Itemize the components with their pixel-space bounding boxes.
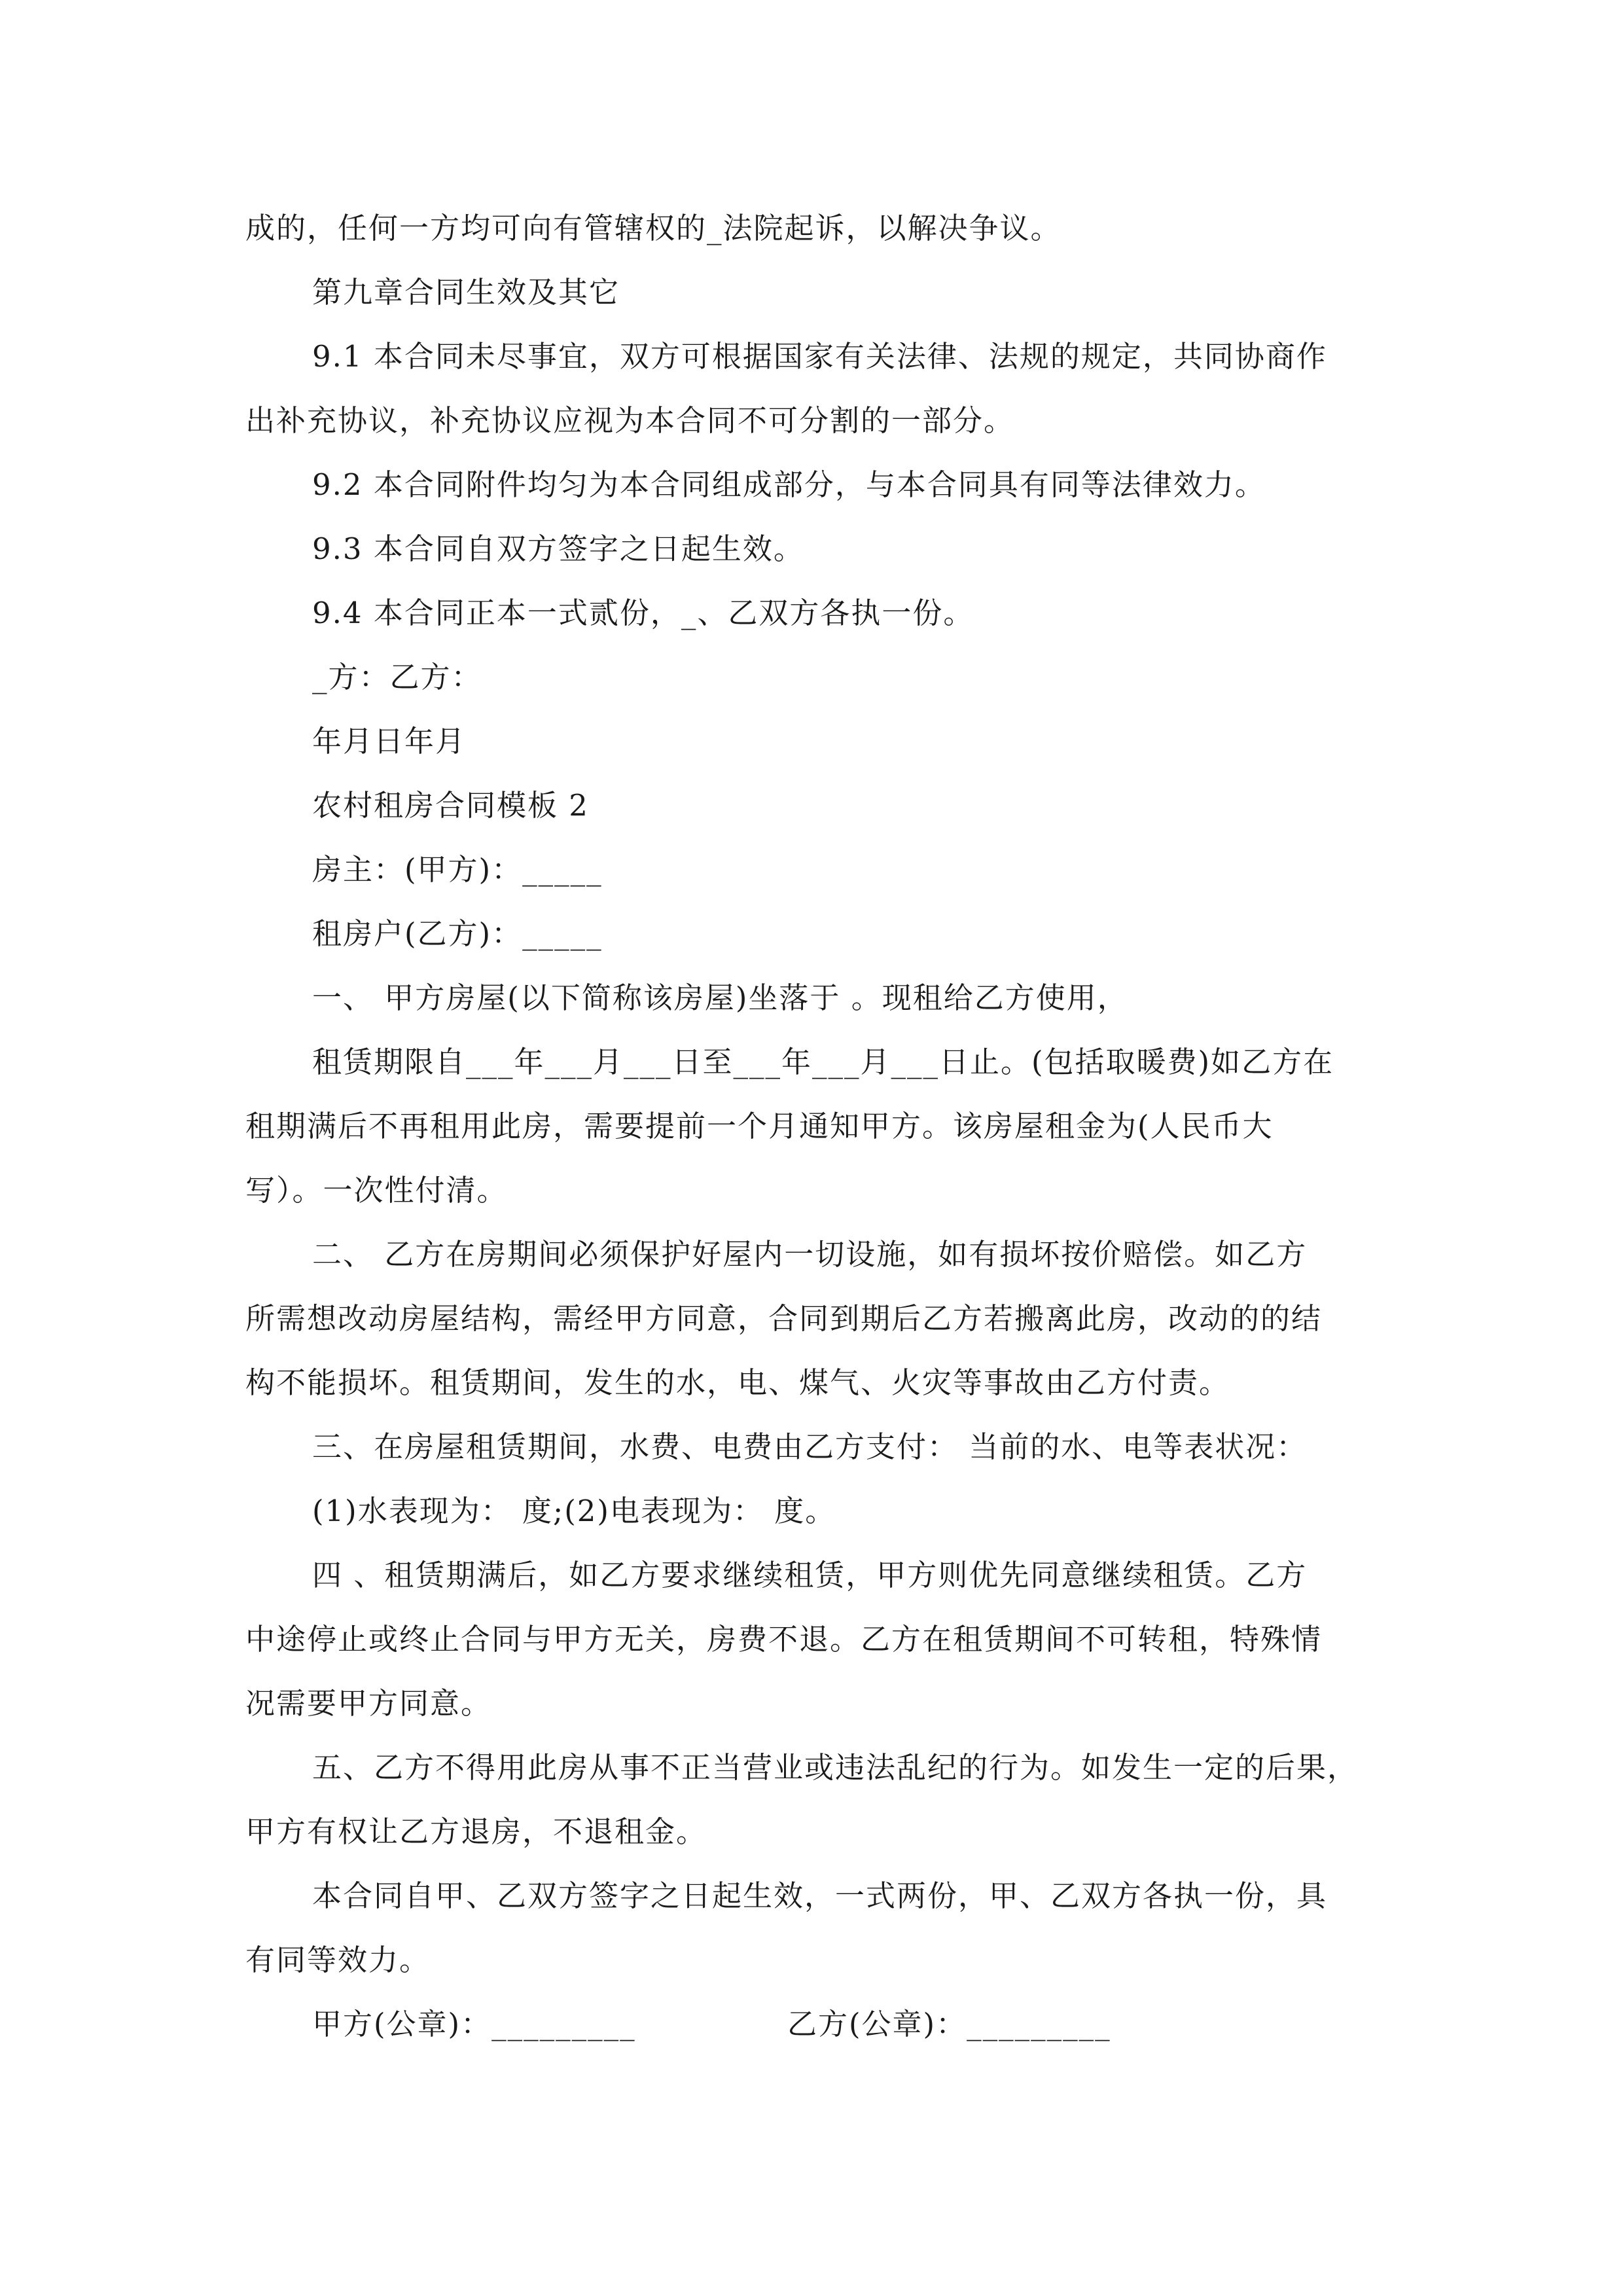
party-b-signature: 乙方(公章)：_________: [787, 2007, 1111, 2041]
document-body: [245, 196, 1381, 2056]
paragraph-line: 三、在房屋租赁期间，水费、电费由乙方支付： 当前的水、电等表状况：: [312, 1429, 1308, 1464]
paragraph-line: 9.3 本合同自双方签字之日起生效。: [312, 531, 804, 566]
paragraph-line: 写）。一次性付清。: [245, 1173, 508, 1208]
paragraph-line: 9.4 本合同正本一式贰份，_、乙双方各执一份。: [312, 596, 974, 630]
paragraph-line: 构不能损坏。租赁期间，发生的水，电、煤气、火灾等事故由乙方付责。: [245, 1365, 1230, 1400]
signature-row: [245, 1992, 1381, 2056]
paragraph-line: 本合同自甲、乙双方签字之日起生效，一式两份，甲、乙双方各执一份，具: [312, 1878, 1328, 1913]
paragraph-line: 五、乙方不得用此房从事不正当营业或违法乱纪的行为。如发生一定的后果，: [312, 1750, 1359, 1785]
paragraph-line: 9.2 本合同附件均匀为本合同组成部分，与本合同具有同等法律效力。: [312, 467, 1266, 502]
paragraph-line: 有同等效力。: [245, 1943, 431, 1977]
paragraph-line: 所需想改动房屋结构，需经甲方同意，合同到期后乙方若搬离此房，改动的的结: [245, 1301, 1323, 1336]
section-title: 农村租房合同模板 2: [312, 788, 589, 823]
paragraph-line: _方：乙方：: [312, 660, 482, 694]
paragraph-line: 甲方有权让乙方退房，不退租金。: [245, 1814, 707, 1849]
paragraph-line: (1)水表现为： 度;(2)电表现为： 度。: [312, 1494, 836, 1528]
paragraph-line: 成的，任何一方均可向有管辖权的_法院起诉，以解决争议。: [245, 211, 1061, 245]
paragraph-line: 中途停止或终止合同与甲方无关，房费不退。乙方在租赁期间不可转租，特殊情: [245, 1622, 1323, 1657]
paragraph-line: 租房户(乙方)：_____: [312, 916, 603, 951]
paragraph-line: 租期满后不再租用此房，需要提前一个月通知甲方。该房屋租金为(人民币大: [245, 1109, 1274, 1143]
paragraph-line: 年月日年月: [312, 724, 467, 759]
paragraph-line: 9.1 本合同未尽事宜，双方可根据国家有关法律、法规的规定，共同协商作: [312, 339, 1327, 374]
paragraph-line: 出补充协议，补充协议应视为本合同不可分割的一部分。: [245, 403, 1015, 438]
paragraph-line: 一、 甲方房屋(以下简称该房屋)坐落于 。现租给乙方使用，: [312, 980, 1128, 1015]
paragraph-line: 况需要甲方同意。: [245, 1686, 492, 1721]
chapter-heading: 第九章合同生效及其它: [312, 275, 620, 310]
paragraph-line: 房主：(甲方)：_____: [312, 852, 603, 887]
party-a-signature: 甲方(公章)：_________: [312, 2007, 636, 2041]
paragraph-line: 四 、租赁期满后，如乙方要求继续租赁，甲方则优先同意继续租赁。乙方: [312, 1558, 1308, 1592]
paragraph-line: 二、 乙方在房期间必须保护好屋内一切设施，如有损坏按价赔偿。如乙方: [312, 1237, 1308, 1272]
paragraph-line: 租赁期限自___年___月___日至___年___月___日止。(包括取暖费)如乙方在: [312, 1045, 1334, 1079]
